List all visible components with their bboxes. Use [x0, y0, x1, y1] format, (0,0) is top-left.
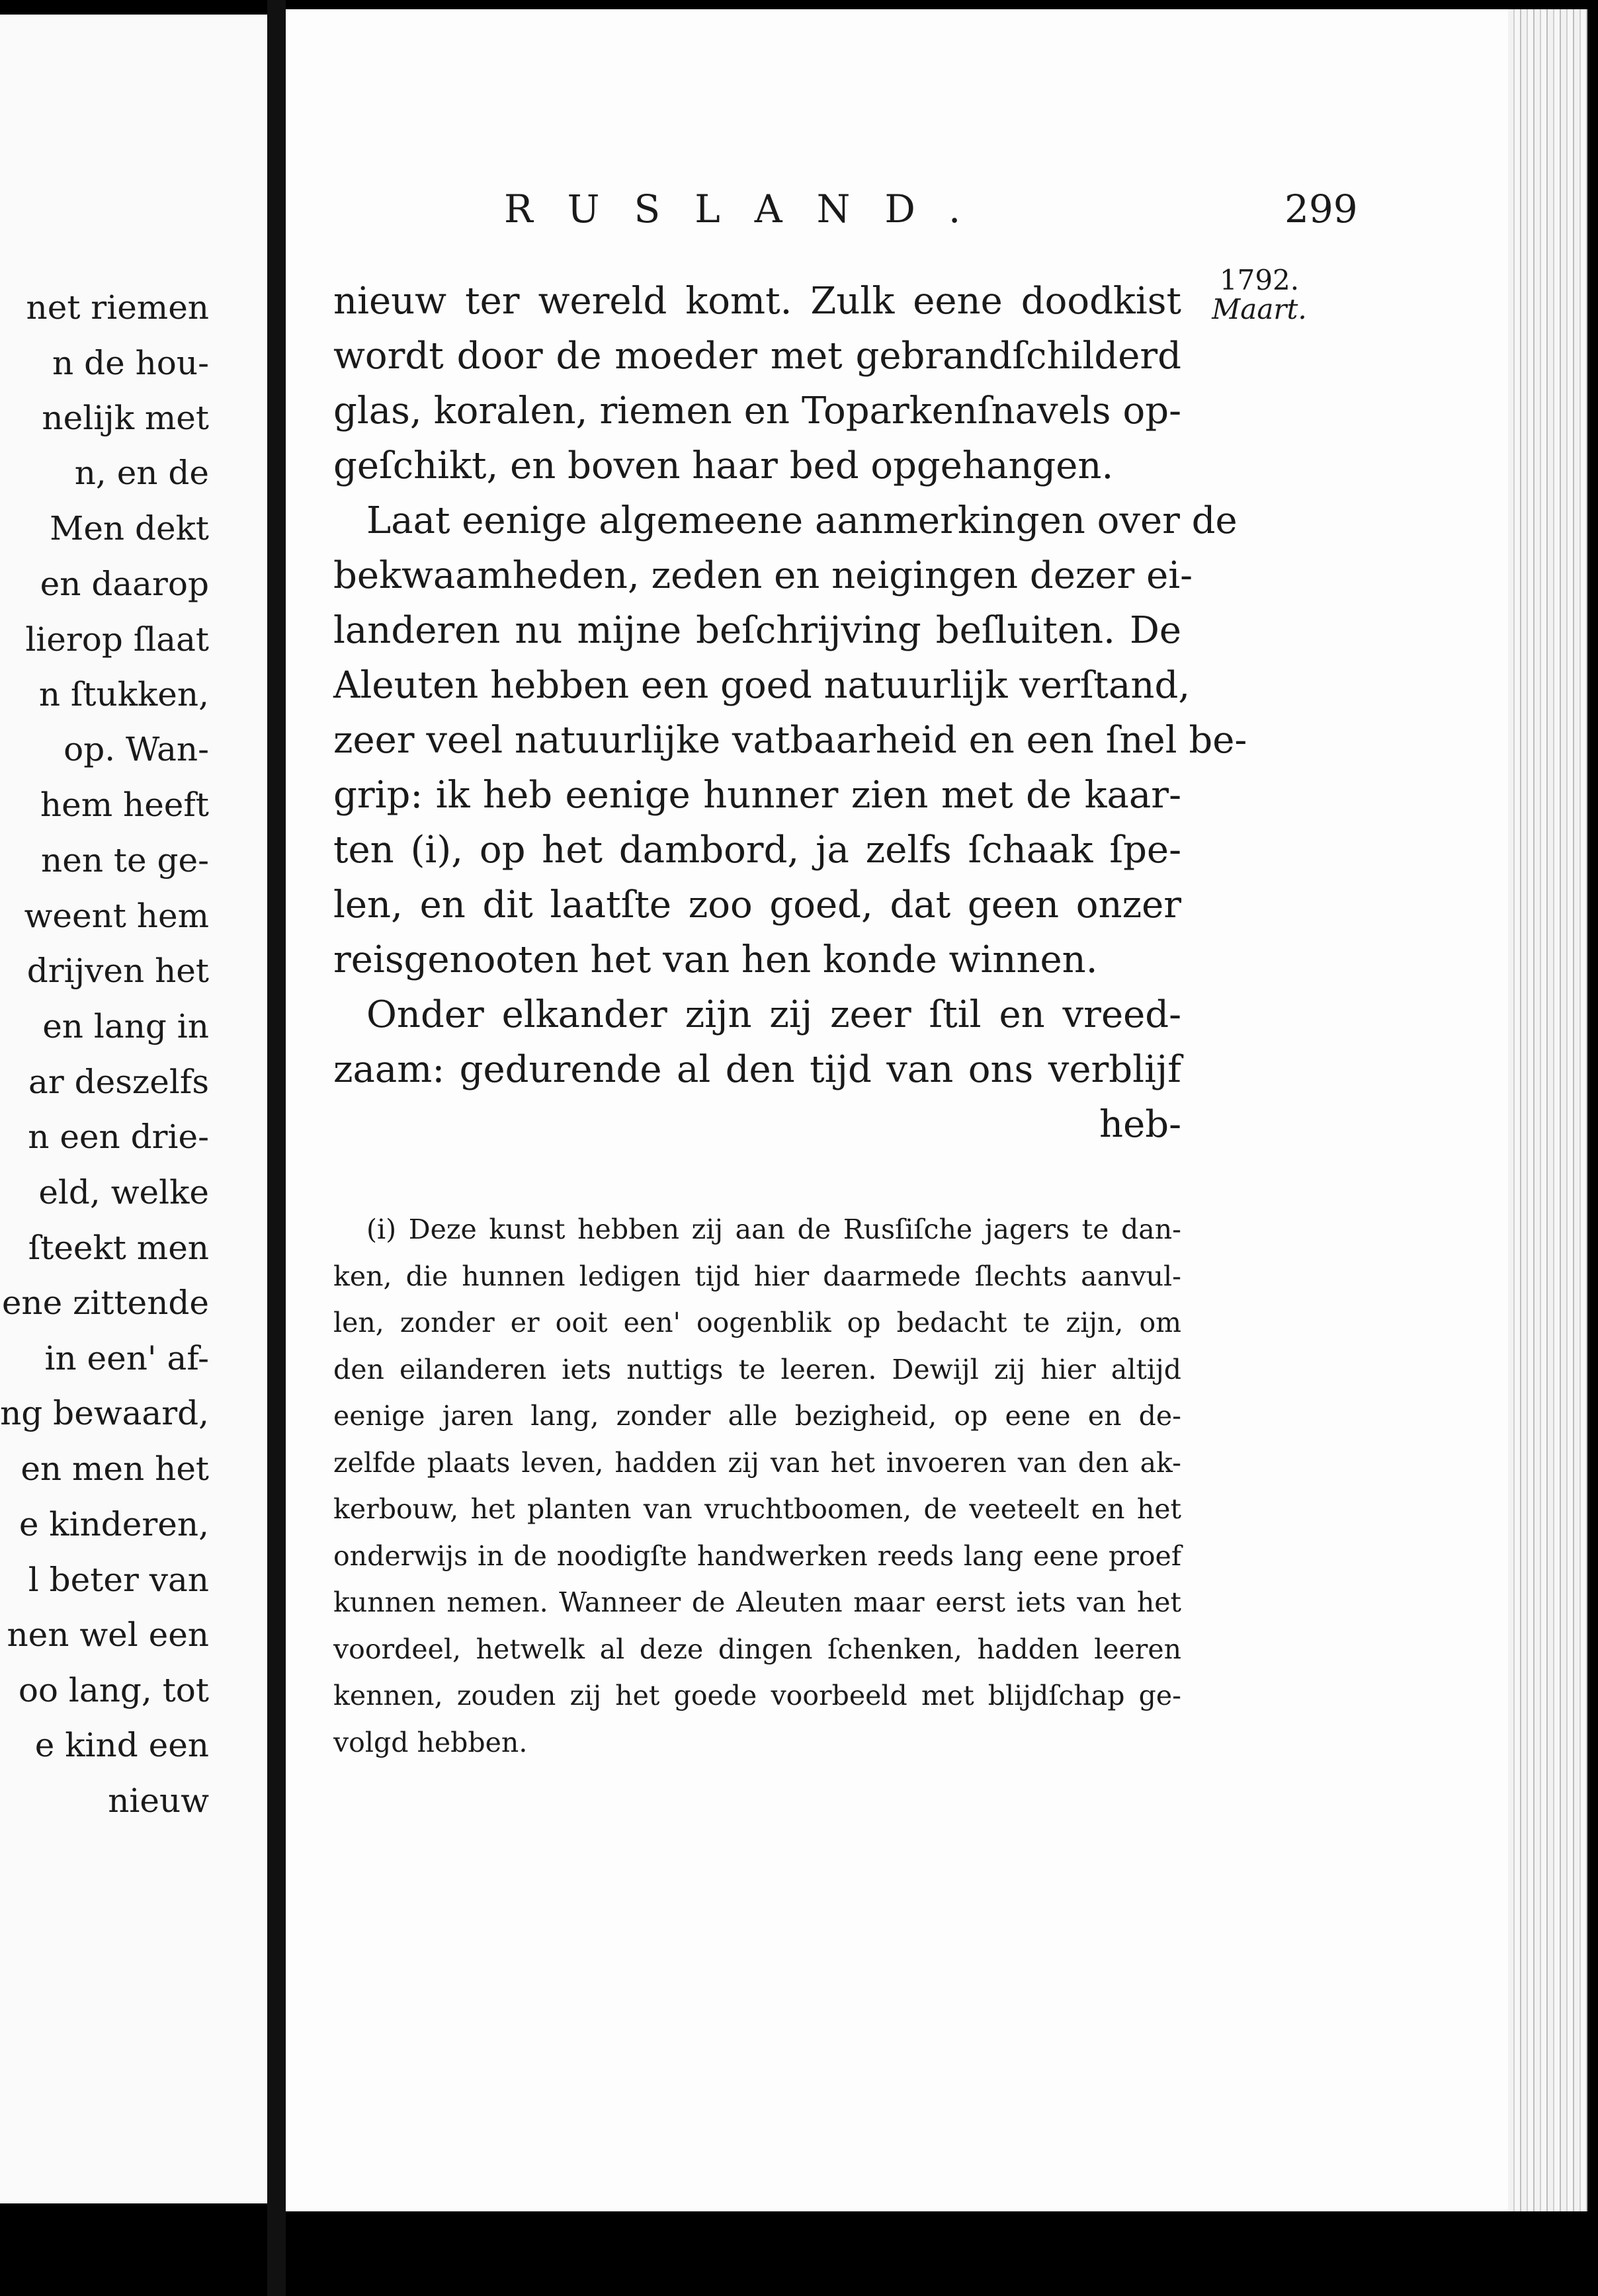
body-line: zaam: gedurende al den tijd van ons verblijf: [333, 1048, 1181, 1091]
left-page-line: n de hou-: [52, 344, 209, 382]
footnote-line: (i) Deze kunst hebben zij aan de Rusſiſche jagers te dan-: [366, 1213, 1181, 1245]
footnote-line: len, zonder er ooit een' oogenblik op bedacht te zijn, om: [333, 1307, 1181, 1338]
footnote-line: kennen, zouden zij het goede voorbeeld met blijdſchap ge-: [333, 1680, 1181, 1711]
body-line: geſchikt, en boven haar bed opgehangen.: [333, 444, 1114, 487]
left-page-line: en daarop: [40, 565, 209, 603]
left-page-line: oo lang, tot: [18, 1671, 209, 1709]
body-line: heb-: [1099, 1103, 1181, 1146]
body-line: glas, koralen, riemen en Toparkenſnavels op-: [333, 390, 1181, 432]
left-page-line: op. Wan-: [63, 730, 209, 768]
left-page-line: hem heeft: [40, 786, 209, 824]
footnote-line: volgd hebben.: [333, 1726, 528, 1758]
footnote-line: ken, die hunnen ledigen tijd hier daarmede ſlechts aanvul-: [333, 1260, 1181, 1292]
body-line: reisgenooten het van hen konde winnen.: [333, 938, 1098, 981]
left-page: [0, 15, 270, 2203]
left-page-line: l beter van: [28, 1561, 209, 1599]
footnote-line: kunnen nemen. Wanneer de Aleuten maar eerst iets van het: [333, 1586, 1181, 1618]
left-page-line: n ſtukken,: [38, 675, 209, 714]
book-gutter: [267, 0, 286, 2296]
left-page-line: en men het: [21, 1450, 209, 1488]
footnote: [333, 1206, 1181, 1766]
left-page-line: n een drie-: [28, 1118, 209, 1156]
body-line: bekwaamheden, zeden en neigingen dezer ei-: [333, 554, 1193, 597]
page-edges: [1508, 9, 1587, 2211]
left-page-line: e kind een: [34, 1726, 209, 1764]
footnote-line: zelfde plaats leven, hadden zij van het invoeren van den ak-: [333, 1446, 1181, 1479]
left-page-line: drijven het: [26, 952, 209, 990]
footnote-line: eenige jaren lang, zonder alle bezigheid, op eene en de-: [333, 1400, 1181, 1432]
left-page-line: ſteekt men: [28, 1229, 209, 1267]
body-line: grip: ik heb eenige hunner zien met de kaar-: [333, 774, 1181, 817]
body-line: nieuw ter wereld komt. Zulk eene doodkist: [333, 280, 1181, 323]
left-page-line: nen te ge-: [41, 841, 209, 880]
footnote-line: voordeel, hetwelk al deze dingen ſchenken, hadden leeren: [333, 1633, 1181, 1665]
body-line: wordt door de moeder met gebrandſchilderd: [333, 335, 1181, 378]
left-page-line: ar deszelfs: [28, 1063, 209, 1101]
body-line: landeren nu mijne beſchrijving beſluiten. De: [333, 609, 1181, 652]
body-line: ten (i), op het dambord, ja zelfs ſchaak ſpe-: [333, 829, 1181, 872]
left-page-line: eld, welke: [38, 1173, 209, 1211]
left-page-line: nen wel een: [7, 1616, 209, 1654]
left-page-line: en lang in: [42, 1007, 209, 1046]
left-page-line: weent hem: [24, 897, 209, 935]
left-page-line: nieuw: [108, 1782, 209, 1820]
running-title: RUSLAND.: [504, 186, 995, 231]
left-page-line: e kinderen,: [19, 1505, 209, 1543]
body-line: len, en dit laatſte zoo goed, dat geen onzer: [333, 883, 1181, 926]
body-line: Laat eenige algemeene aanmerkingen over de: [366, 499, 1238, 542]
footnote-line: onderwijs in de noodigſte handwerken reeds lang eene proef: [333, 1539, 1181, 1572]
margin-date-note: [1193, 266, 1325, 324]
left-page-line: ene zittende: [1, 1284, 209, 1322]
margin-year: 1792.: [1219, 264, 1300, 296]
left-page-line: ng bewaard,: [0, 1394, 209, 1432]
page-number: 299: [1284, 186, 1358, 231]
left-page-line: nelijk met: [42, 399, 209, 437]
body-line: zeer veel natuurlijke vatbaarheid en een ſnel be-: [333, 719, 1247, 762]
margin-month: Maart.: [1212, 293, 1307, 326]
body-text: [333, 274, 1247, 1152]
left-page-line: Men dekt: [50, 509, 209, 548]
footnote-line: kerbouw, het planten van vruchtboomen, de veeteelt en het: [333, 1493, 1181, 1525]
body-line: Aleuten hebben een goed natuurlijk verſtand,: [333, 664, 1191, 707]
left-page-line: n, en de: [74, 454, 209, 492]
body-line: Onder elkander zijn zij zeer ſtil en vreed-: [366, 993, 1181, 1036]
main-page: [286, 9, 1533, 2211]
left-page-line: in een' af-: [44, 1339, 209, 1377]
left-page-line: net riemen: [26, 288, 209, 327]
running-header: [504, 186, 1443, 239]
left-page-line: lierop ſlaat: [25, 620, 209, 659]
footnote-line: den eilanderen iets nuttigs te leeren. Dewijl zij hier altijd: [333, 1353, 1181, 1385]
